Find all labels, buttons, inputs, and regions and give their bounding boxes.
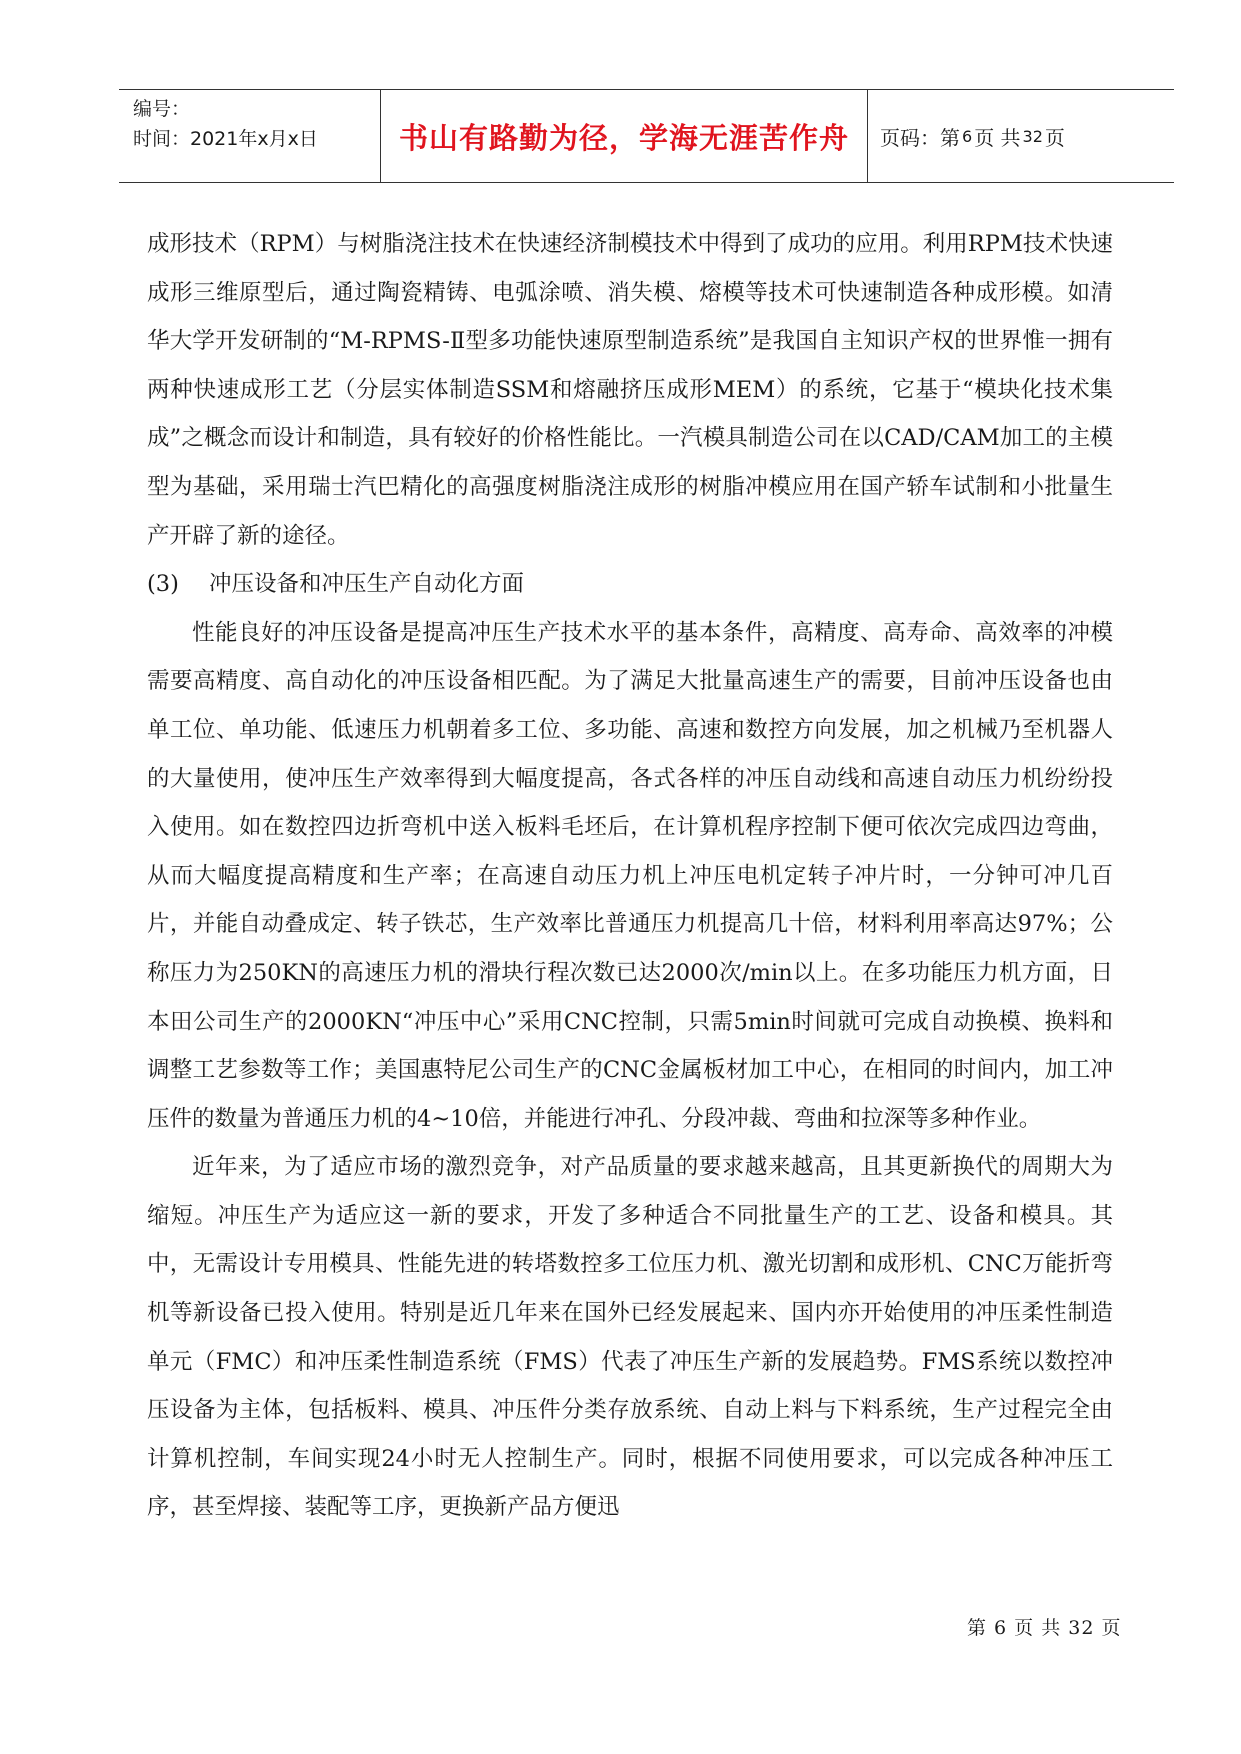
- section-title: 冲压设备和冲压生产自动化方面: [209, 571, 525, 598]
- page-footer: 第 6 页 共 32 页: [967, 1617, 1122, 1639]
- section-heading: [147, 560, 1113, 609]
- paragraph-1: 成形技术（RPM）与树脂浇注技术在快速经济制模技术中得到了成功的应用。利用RPM技术快速成形三维原型后，通过陶瓷精铸、电弧涂喷、消失模、熔模等技术可快速制造各种成形模。如清华大学开发研制的“M-RPMS-Ⅱ型多功能快速原型制造系统”是我国自主知识产权的世界惟一拥有两种快速成形工艺（分层实体制造SSM和熔融挤压成形MEM）的系统，它基于“模块化技术集成”之概念而设计和制造，具有较好的价格性能比。一汽模具制造公司在以CAD/CAM加工的主模型为基础，采用瑞士汽巴精化的高强度树脂浇注成形的树脂冲模应用在国产轿车试制和小批量生产开辟了新的途径。: [147, 231, 1113, 549]
- page-total: 32: [1022, 126, 1043, 146]
- document-body: [147, 220, 1113, 1532]
- serial-label: 编号：: [133, 98, 191, 120]
- header-meta: [119, 90, 380, 182]
- page-suffix: 页: [1044, 125, 1065, 150]
- paragraph-3: 近年来，为了适应市场的激烈竞争，对产品质量的要求越来越高，且其更新换代的周期大为缩短。冲压生产为适应这一新的要求，开发了多种适合不同批量生产的工艺、设备和模具。其中，无需设计专用模具、性能先进的转塔数控多工位压力机、激光切割和成形机、CNC万能折弯机等新设备已投入使用。特别是近几年来在国外已经发展起来、国内亦开始使用的冲压柔性制造单元（FMC）和冲压柔性制造系统（FMS）代表了冲压生产新的发展趋势。FMS系统以数控冲压设备为主体，包括板料、模具、冲压件分类存放系统、自动上料与下料系统，生产过程完全由计算机控制，车间实现24小时无人控制生产。同时，根据不同使用要求，可以完成各种冲压工序，甚至焊接、装配等工序，更换新产品方便迅: [147, 1154, 1113, 1521]
- header-motto: 书山有路勤为径，学海无涯苦作舟: [380, 90, 868, 182]
- section-number: (3): [147, 571, 179, 598]
- page-header: [119, 89, 1174, 183]
- header-page-info: [868, 90, 1174, 182]
- page-mid: 页 共: [974, 125, 1021, 150]
- page-current: 6: [962, 126, 973, 146]
- paragraph-2: 性能良好的冲压设备是提高冲压生产技术水平的基本条件，高精度、高寿命、高效率的冲模需要高精度、高自动化的冲压设备相匹配。为了满足大批量高速生产的需要，目前冲压设备也由单工位、单功能、低速压力机朝着多工位、多功能、高速和数控方向发展，加之机械乃至机器人的大量使用，使冲压生产效率得到大幅度提高，各式各样的冲压自动线和高速自动压力机纷纷投入使用。如在数控四边折弯机中送入板料毛坯后，在计算机程序控制下便可依次完成四边弯曲，从而大幅度提高精度和生产率；在高速自动压力机上冲压电机定转子冲片时，一分钟可冲几百片，并能自动叠成定、转子铁芯，生产效率比普通压力机提高几十倍，材料利用率高达97%；公称压力为250KN的高速压力机的滑块行程次数已达2000次/min以上。在多功能压力机方面，日本田公司生产的2000KN“冲压中心”采用CNC控制，只需5min时间就可完成自动换模、换料和调整工艺参数等工作；美国惠特尼公司生产的CNC金属板材加工中心，在相同的时间内，加工冲压件的数量为普通压力机的4~10倍，并能进行冲孔、分段冲裁、弯曲和拉深等多种作业。: [147, 619, 1113, 1132]
- page-prefix: 页码：第: [880, 125, 960, 150]
- date-label: 时间：2021年x月x日: [133, 128, 318, 150]
